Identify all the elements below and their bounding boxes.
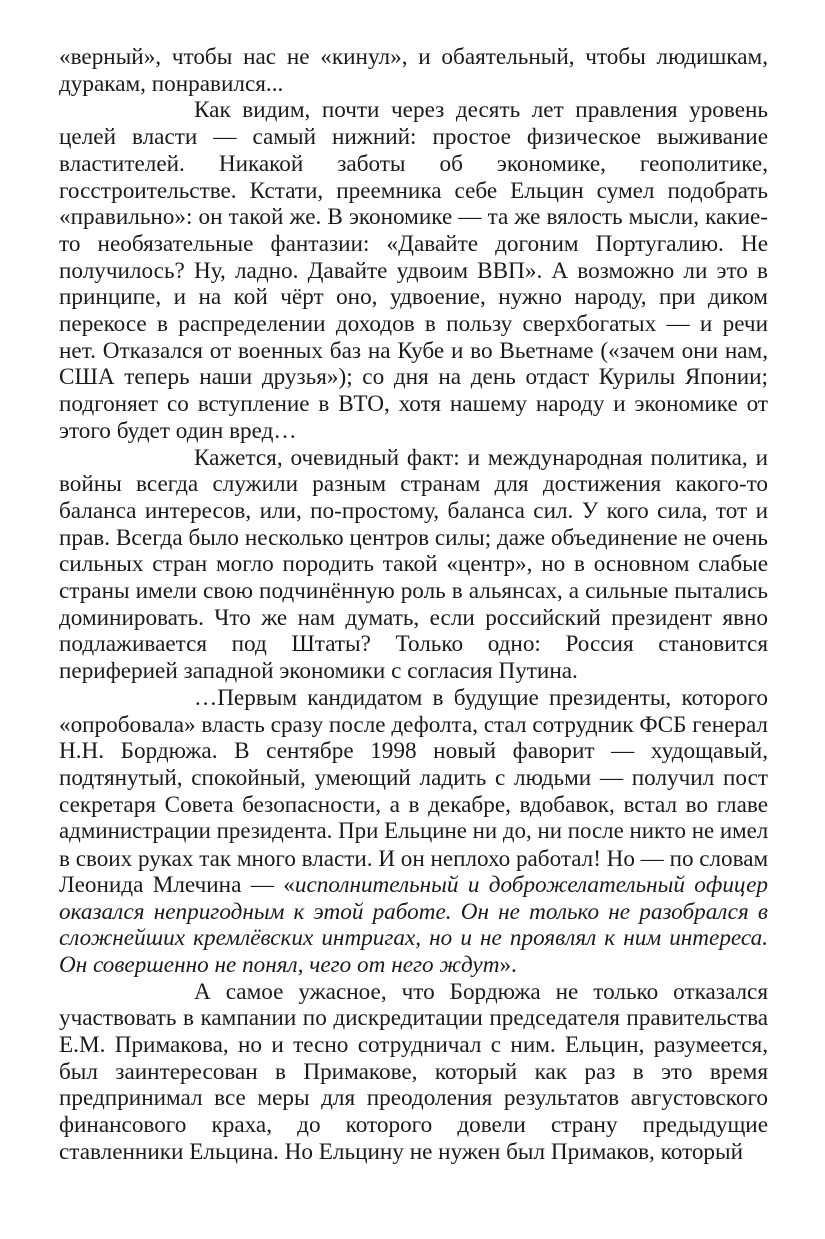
paragraph [59, 44, 768, 97]
text-line [59, 498, 768, 525]
body-text: администрации президента. При Ельцине ни до, ни после никто не имел [59, 818, 769, 844]
text-line [59, 551, 768, 578]
body-text: Как видим, почти через десять лет правления уровень [194, 97, 768, 124]
body-text: подтянутый, спокойный, умеющий ладить с людьми — получил пост [59, 764, 768, 791]
body-text: перекосе в распределении доходов в пользу сверхбогатых — и речи [59, 311, 768, 338]
text-line [59, 872, 768, 899]
text-line [59, 1112, 768, 1139]
body-text: был заинтересован в Примакове, который как раз в это время [59, 1058, 768, 1085]
text-line [59, 792, 768, 819]
body-text: этого будет один вред… [59, 417, 297, 444]
text-line [59, 738, 768, 765]
text-line [59, 364, 768, 391]
italic-quote-text: оказался непригодным к этой работе. Он не только не разобрался в [59, 898, 768, 925]
body-text: «верный», чтобы нас не «кинул», и обаятельный, чтобы людишкам, [59, 44, 768, 70]
text-line [59, 284, 768, 311]
text-line [59, 418, 768, 445]
text-line [59, 845, 768, 872]
text-line [59, 338, 768, 365]
body-text: дуракам, понравился... [59, 70, 284, 97]
text-line [59, 311, 768, 338]
body-text: «правильно»: он такой же. В экономике — та же вялость мысли, какие- [59, 204, 768, 231]
body-text: секретаря Совета безопасности, а в декабре, вдобавок, встал во главе [59, 791, 768, 818]
text-line [59, 1059, 768, 1086]
body-text: Е.М. Примакова, но и тесно сотрудничал с ним. Ельцин, разумеется, [59, 1032, 768, 1059]
text-line [59, 1085, 768, 1112]
paragraph [59, 445, 768, 685]
text-line [59, 1005, 768, 1032]
body-text: госстроительстве. Кстати, преемника себе Ельцин сумел подобрать [59, 177, 768, 204]
body-text: А самое ужасное, что Бордюжа не только отказался [194, 978, 768, 1005]
text-line [59, 471, 768, 498]
text-line [59, 1032, 768, 1059]
body-text: в своих руках так много власти. И он неплохо работал! Но — по словам [59, 845, 769, 872]
text-line [59, 952, 768, 979]
body-text: финансового краха, до которого довели страну предыдущие [59, 1112, 768, 1139]
body-text: предпринимал все меры для преодоления результатов августовского [59, 1085, 768, 1112]
text-line [59, 391, 768, 418]
body-text: целей власти — самый нижний: простое физическое выживание [59, 124, 768, 151]
text-line [59, 631, 768, 658]
body-text: властителей. Никакой заботы об экономике, геополитике, [59, 150, 768, 177]
body-text: войны всегда служили разным странам для достижения какого-то [59, 471, 768, 498]
body-text: ставленники Ельцина. Но Ельцину не нужен был Примаков, который [59, 1138, 743, 1165]
body-text: подгоняет со вступление в ВТО, хотя нашему народу и экономике от [59, 391, 768, 418]
paragraph [59, 685, 768, 979]
body-text: ». [499, 951, 517, 978]
text-line [59, 979, 768, 1006]
italic-quote-text: исполнительный и доброжелательный офицер [294, 871, 768, 898]
paragraph [59, 97, 768, 444]
text-line [59, 578, 768, 605]
text-line [59, 658, 768, 685]
body-text: принципе, и на кой чёрт оно, удвоение, нужно народу, при диком [59, 284, 768, 311]
body-text: Леонида Млечина — « [59, 871, 295, 898]
body-text: сильных стран могло породить такой «центр», но в основном слабые [59, 551, 768, 578]
body-text: страны имели свою подчинённую роль в альянсах, а сильные пытались [59, 578, 768, 605]
italic-quote-text: Он совершенно не понял, чего от него ждут [59, 951, 500, 978]
text-line [59, 765, 768, 792]
body-text: то необязательные фантазии: «Давайте догоним Португалию. Не [59, 230, 768, 257]
text-line [59, 178, 768, 205]
text-line [59, 44, 768, 71]
body-text: …Первым кандидатом в будущие президенты, которого [194, 684, 768, 711]
text-line [59, 525, 768, 552]
body-text: доминировать. Что же нам думать, если российский президент явно [59, 604, 768, 631]
text-line [59, 712, 768, 739]
body-text: США теперь наши друзья»); со дня на день отдаст Курилы Японии; [59, 364, 768, 391]
text-line [59, 445, 768, 472]
body-text: Н.Н. Бордюжа. В сентябре 1998 новый фаворит — худощавый, [59, 738, 768, 765]
body-text: участвовать в кампании по дискредитации председателя правительства [59, 1005, 768, 1032]
text-line [59, 71, 768, 98]
text-line [59, 925, 768, 952]
body-text: периферией западной экономики с согласия Путина. [59, 658, 578, 685]
text-line [59, 685, 768, 712]
text-line [59, 151, 768, 178]
text-line [59, 818, 768, 845]
body-text: подлаживается под Штаты? Только одно: Россия становится [59, 631, 768, 658]
text-line [59, 258, 768, 285]
text-line [59, 204, 768, 231]
text-line [59, 231, 768, 258]
text-line [59, 1139, 768, 1166]
body-text: «опробовала» власть сразу после дефолта, стал сотрудник ФСБ генерал [59, 711, 768, 738]
text-line [59, 899, 768, 926]
document-page [59, 44, 768, 1166]
body-text: баланса интересов, или, по-простому, баланса сил. У кого сила, тот и [59, 497, 768, 524]
text-line [59, 97, 768, 124]
text-line [59, 124, 768, 151]
body-text: получилось? Ну, ладно. Давайте удвоим ВВП». А возможно ли это в [59, 257, 768, 284]
paragraph [59, 979, 768, 1166]
text-line [59, 605, 768, 632]
body-text: прав. Всегда было несколько центров силы; даже объединение не очень [59, 524, 768, 551]
italic-quote-text: сложнейших кремлёвских интригах, но и не проявлял к ним интереса. [59, 925, 768, 952]
body-text: нет. Отказался от военных баз на Кубе и во Вьетнаме («зачем они нам, [59, 337, 768, 364]
body-text: Кажется, очевидный факт: и международная политика, и [194, 444, 768, 471]
